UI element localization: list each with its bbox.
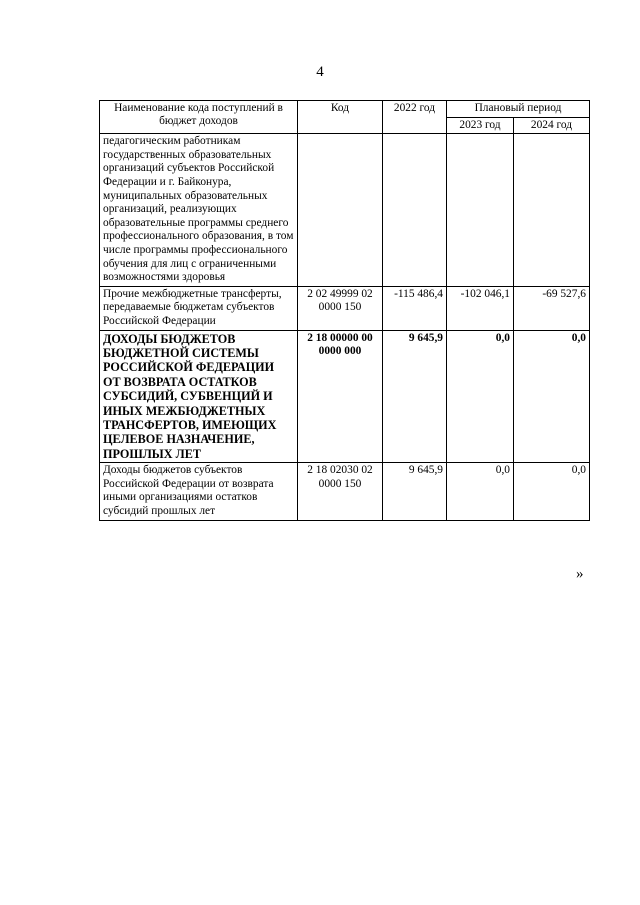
- row-code: 2 18 02030 02 0000 150: [298, 463, 383, 520]
- table-row: [100, 330, 590, 463]
- page-number: 4: [316, 64, 324, 80]
- row-value-2022: -115 486,4: [383, 286, 447, 330]
- row-value-2024: 0,0: [514, 463, 590, 520]
- header-code: Код: [298, 101, 383, 134]
- closing-quote: »: [576, 566, 584, 582]
- table-header-row: [100, 101, 590, 118]
- row-value-2024: 0,0: [514, 330, 590, 463]
- row-value-2022: 9 645,9: [383, 330, 447, 463]
- row-value-2024: [514, 134, 590, 287]
- table-row: [100, 286, 590, 330]
- row-code: 2 02 49999 02 0000 150: [298, 286, 383, 330]
- table-row: [100, 134, 590, 287]
- row-code: [298, 134, 383, 287]
- header-2022: 2022 год: [383, 101, 447, 134]
- row-value-2023: 0,0: [447, 463, 514, 520]
- row-code: 2 18 00000 00 0000 000: [298, 330, 383, 463]
- row-value-2023: -102 046,1: [447, 286, 514, 330]
- table-row: [100, 463, 590, 520]
- header-name: Наименование кода поступлений в бюджет доходов: [100, 101, 298, 134]
- header-planned-period: Плановый период: [447, 101, 590, 118]
- row-name: Прочие межбюджетные трансферты, передаваемые бюджетам субъектов Российской Федерации: [100, 286, 298, 330]
- row-value-2022: 9 645,9: [383, 463, 447, 520]
- row-value-2023: [447, 134, 514, 287]
- row-value-2024: -69 527,6: [514, 286, 590, 330]
- row-name: ДОХОДЫ БЮДЖЕТОВ БЮДЖЕТНОЙ СИСТЕМЫ РОССИЙСКОЙ ФЕДЕРАЦИИ ОТ ВОЗВРАТА ОСТАТКОВ СУБСИДИЙ, СУБВЕНЦИЙ И ИНЫХ МЕЖБЮДЖЕТНЫХ ТРАНСФЕРТОВ, ИМЕЮЩИХ ЦЕЛЕВОЕ НАЗНАЧЕНИЕ, ПРОШЛЫХ ЛЕТ: [100, 330, 298, 463]
- row-value-2023: 0,0: [447, 330, 514, 463]
- header-2024: 2024 год: [514, 117, 590, 134]
- row-name: Доходы бюджетов субъектов Российской Федерации от возврата иными организациями остатков субсидий прошлых лет: [100, 463, 298, 520]
- header-2023: 2023 год: [447, 117, 514, 134]
- row-name: педагогическим работникам государственных образовательных организаций субъектов Российской Федерации и г. Байконура, муниципальных образовательных организаций, реализующих образовательные программы среднего профессионального образования, в том числе программы профессионального обучения для лиц с ограниченными возможностями здоровья: [100, 134, 298, 287]
- row-value-2022: [383, 134, 447, 287]
- budget-income-table: [99, 100, 590, 521]
